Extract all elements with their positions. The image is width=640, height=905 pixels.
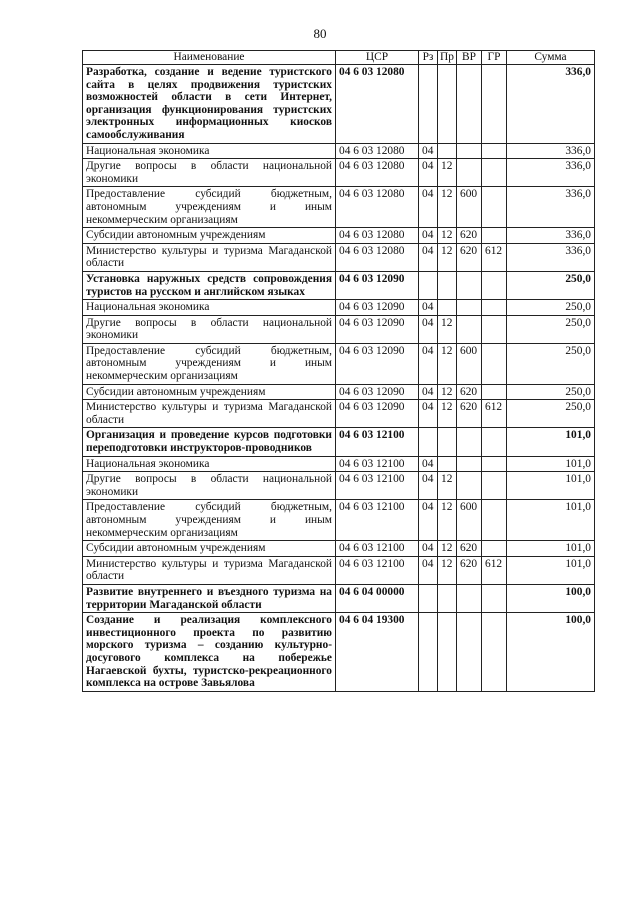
- cell-pr: [438, 271, 457, 299]
- cell-vr: [457, 159, 482, 187]
- cell-csr: 04 6 03 12090: [336, 343, 419, 384]
- cell-csr: 04 6 04 00000: [336, 584, 419, 612]
- cell-vr: [457, 300, 482, 316]
- cell-vr: [457, 584, 482, 612]
- cell-sum: 250,0: [507, 315, 595, 343]
- cell-gr: 612: [482, 556, 507, 584]
- cell-pr: 12: [438, 228, 457, 244]
- cell-csr: 04 6 03 12090: [336, 300, 419, 316]
- cell-rz: 04: [419, 456, 438, 472]
- budget-table: [82, 50, 595, 692]
- cell-vr: 620: [457, 384, 482, 400]
- cell-pr: [438, 428, 457, 456]
- table-row: [83, 400, 595, 428]
- cell-name: Развитие внутреннего и въездного туризма на территории Магаданской области: [83, 584, 336, 612]
- cell-pr: 12: [438, 243, 457, 271]
- cell-rz: 04: [419, 228, 438, 244]
- table-row: [83, 300, 595, 316]
- cell-vr: [457, 271, 482, 299]
- cell-vr: 620: [457, 541, 482, 557]
- cell-csr: 04 6 03 12100: [336, 556, 419, 584]
- cell-sum: 101,0: [507, 428, 595, 456]
- table-row: [83, 343, 595, 384]
- header-name: Наименование: [83, 51, 336, 65]
- cell-name: Другие вопросы в области национальной экономики: [83, 472, 336, 500]
- cell-name: Организация и проведение курсов подготовки переподготовки инструкторов-проводников: [83, 428, 336, 456]
- cell-sum: 336,0: [507, 65, 595, 144]
- table-row: [83, 456, 595, 472]
- cell-sum: 336,0: [507, 159, 595, 187]
- cell-vr: [457, 428, 482, 456]
- cell-name: Министерство культуры и туризма Магаданской области: [83, 400, 336, 428]
- cell-csr: 04 6 04 19300: [336, 613, 419, 692]
- cell-csr: 04 6 03 12090: [336, 384, 419, 400]
- table-row: [83, 613, 595, 692]
- cell-csr: 04 6 03 12080: [336, 159, 419, 187]
- table-header-row: [83, 51, 595, 65]
- cell-sum: 100,0: [507, 584, 595, 612]
- cell-gr: [482, 300, 507, 316]
- cell-rz: [419, 584, 438, 612]
- table-row: [83, 428, 595, 456]
- cell-rz: 04: [419, 143, 438, 159]
- cell-gr: [482, 456, 507, 472]
- cell-gr: [482, 472, 507, 500]
- page-number: 80: [313, 26, 327, 41]
- cell-rz: 04: [419, 556, 438, 584]
- cell-pr: 12: [438, 400, 457, 428]
- cell-rz: 04: [419, 187, 438, 228]
- cell-csr: 04 6 03 12080: [336, 143, 419, 159]
- cell-gr: 612: [482, 400, 507, 428]
- cell-gr: [482, 315, 507, 343]
- cell-vr: 620: [457, 556, 482, 584]
- cell-name: Установка наружных средств сопровождения туристов на русском и английском языках: [83, 271, 336, 299]
- table-row: [83, 384, 595, 400]
- cell-name: Министерство культуры и туризма Магаданской области: [83, 556, 336, 584]
- cell-vr: [457, 315, 482, 343]
- table-row: [83, 472, 595, 500]
- cell-gr: [482, 159, 507, 187]
- cell-csr: 04 6 03 12100: [336, 541, 419, 557]
- cell-sum: 250,0: [507, 343, 595, 384]
- cell-gr: [482, 343, 507, 384]
- cell-gr: [482, 613, 507, 692]
- cell-pr: [438, 584, 457, 612]
- cell-pr: [438, 613, 457, 692]
- cell-sum: 336,0: [507, 228, 595, 244]
- cell-name: Разработка, создание и ведение туристского сайта в целях продвижения туристских возможностей области в сети Интернет, организация функционирования туристских электронных информационных киосков самообслуживания: [83, 65, 336, 144]
- header-sum: Сумма: [507, 51, 595, 65]
- cell-sum: 101,0: [507, 541, 595, 557]
- cell-gr: [482, 584, 507, 612]
- cell-vr: [457, 65, 482, 144]
- cell-gr: [482, 228, 507, 244]
- header-gr: ГР: [482, 51, 507, 65]
- cell-rz: 04: [419, 300, 438, 316]
- cell-pr: 12: [438, 556, 457, 584]
- cell-vr: 620: [457, 243, 482, 271]
- cell-sum: 336,0: [507, 187, 595, 228]
- cell-sum: 250,0: [507, 384, 595, 400]
- cell-csr: 04 6 03 12090: [336, 400, 419, 428]
- cell-gr: [482, 384, 507, 400]
- cell-sum: 101,0: [507, 472, 595, 500]
- cell-rz: [419, 65, 438, 144]
- cell-gr: [482, 187, 507, 228]
- cell-pr: [438, 65, 457, 144]
- cell-name: Создание и реализация комплексного инвестиционного проекта по развитию морского туризма – созданию культурно-досугового комплекса на побережье Нагаевской бухты, туристско-рекреационного комплекса на острове Завьялова: [83, 613, 336, 692]
- cell-gr: [482, 428, 507, 456]
- table-row: [83, 243, 595, 271]
- cell-gr: [482, 65, 507, 144]
- cell-pr: 12: [438, 500, 457, 541]
- cell-gr: [482, 271, 507, 299]
- cell-gr: [482, 541, 507, 557]
- cell-pr: 12: [438, 159, 457, 187]
- cell-name: Субсидии автономным учреждениям: [83, 384, 336, 400]
- cell-pr: [438, 300, 457, 316]
- cell-sum: 336,0: [507, 143, 595, 159]
- table-row: [83, 159, 595, 187]
- cell-csr: 04 6 03 12080: [336, 243, 419, 271]
- cell-vr: 620: [457, 400, 482, 428]
- cell-gr: [482, 500, 507, 541]
- cell-name: Другие вопросы в области национальной экономики: [83, 315, 336, 343]
- cell-csr: 04 6 03 12100: [336, 456, 419, 472]
- cell-sum: 250,0: [507, 400, 595, 428]
- cell-pr: [438, 456, 457, 472]
- cell-pr: 12: [438, 187, 457, 228]
- cell-sum: 336,0: [507, 243, 595, 271]
- header-pr: Пр: [438, 51, 457, 65]
- cell-sum: 100,0: [507, 613, 595, 692]
- table-row: [83, 187, 595, 228]
- cell-pr: 12: [438, 472, 457, 500]
- cell-rz: 04: [419, 400, 438, 428]
- cell-name: Министерство культуры и туризма Магаданской области: [83, 243, 336, 271]
- cell-name: Национальная экономика: [83, 143, 336, 159]
- cell-gr: [482, 143, 507, 159]
- cell-vr: 600: [457, 187, 482, 228]
- cell-csr: 04 6 03 12090: [336, 315, 419, 343]
- cell-vr: [457, 472, 482, 500]
- cell-gr: 612: [482, 243, 507, 271]
- cell-pr: 12: [438, 541, 457, 557]
- table-row: [83, 65, 595, 144]
- cell-csr: 04 6 03 12100: [336, 472, 419, 500]
- cell-vr: [457, 456, 482, 472]
- cell-rz: 04: [419, 541, 438, 557]
- cell-rz: 04: [419, 343, 438, 384]
- cell-rz: [419, 271, 438, 299]
- table-row: [83, 315, 595, 343]
- cell-name: Предоставление субсидий бюджетным, автономным учреждениям и иным некоммерческим организациям: [83, 343, 336, 384]
- cell-vr: [457, 613, 482, 692]
- cell-csr: 04 6 03 12090: [336, 271, 419, 299]
- table-row: [83, 584, 595, 612]
- cell-csr: 04 6 03 12100: [336, 428, 419, 456]
- cell-vr: [457, 143, 482, 159]
- cell-rz: 04: [419, 384, 438, 400]
- cell-pr: 12: [438, 315, 457, 343]
- cell-sum: 250,0: [507, 300, 595, 316]
- cell-sum: 250,0: [507, 271, 595, 299]
- cell-sum: 101,0: [507, 556, 595, 584]
- table-body: [83, 65, 595, 692]
- header-csr: ЦСР: [336, 51, 419, 65]
- table-row: [83, 228, 595, 244]
- cell-csr: 04 6 03 12080: [336, 228, 419, 244]
- header-vr: ВР: [457, 51, 482, 65]
- table-row: [83, 271, 595, 299]
- cell-vr: 600: [457, 343, 482, 384]
- cell-name: Национальная экономика: [83, 300, 336, 316]
- cell-sum: 101,0: [507, 456, 595, 472]
- cell-rz: [419, 428, 438, 456]
- cell-vr: 620: [457, 228, 482, 244]
- cell-name: Субсидии автономным учреждениям: [83, 228, 336, 244]
- cell-name: Предоставление субсидий бюджетным, автономным учреждениям и иным некоммерческим организациям: [83, 187, 336, 228]
- cell-rz: 04: [419, 243, 438, 271]
- cell-vr: 600: [457, 500, 482, 541]
- cell-sum: 101,0: [507, 500, 595, 541]
- table-row: [83, 143, 595, 159]
- table-row: [83, 556, 595, 584]
- cell-pr: [438, 143, 457, 159]
- cell-pr: 12: [438, 343, 457, 384]
- cell-rz: 04: [419, 159, 438, 187]
- cell-rz: [419, 613, 438, 692]
- cell-rz: 04: [419, 472, 438, 500]
- cell-rz: 04: [419, 315, 438, 343]
- cell-name: Предоставление субсидий бюджетным, автономным учреждениям и иным некоммерческим организациям: [83, 500, 336, 541]
- table-row: [83, 541, 595, 557]
- cell-rz: 04: [419, 500, 438, 541]
- cell-name: Национальная экономика: [83, 456, 336, 472]
- cell-pr: 12: [438, 384, 457, 400]
- cell-csr: 04 6 03 12080: [336, 65, 419, 144]
- table-row: [83, 500, 595, 541]
- cell-name: Другие вопросы в области национальной экономики: [83, 159, 336, 187]
- cell-csr: 04 6 03 12080: [336, 187, 419, 228]
- cell-csr: 04 6 03 12100: [336, 500, 419, 541]
- cell-name: Субсидии автономным учреждениям: [83, 541, 336, 557]
- header-rz: Рз: [419, 51, 438, 65]
